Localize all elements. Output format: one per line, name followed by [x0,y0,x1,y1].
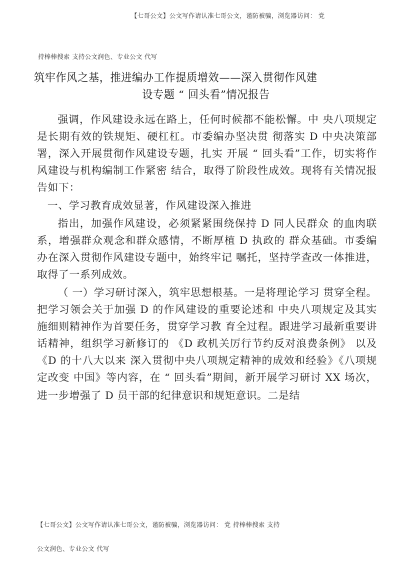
paragraph-intro: 强调，作风建设永远在路上，任何时候都不能松懈。中 央八项规定是长期有效的铁规矩、硬杠杠。市委编办坚决贯 彻落实 D 中央决策部署，深入开展贯彻作风建设专题，扎实 开展 “ 回头看”工作，切实将作风建设与机构编制工作紧密 结合，取得了阶段性成效。现将有关情况报告如下： [37,114,377,195]
section-heading-1: 一、学习教育成效显著，作风建设深入推进 [47,200,252,213]
paragraph-section1: 指出，加强作风建设，必须紧紧围绕保持 D 同人民群众 的血肉联系，增强群众观念和群众感情，不断厚植 D 执政的 群众基础。市委编办在深入贯彻作风建设专题中，始终牢记 嘱托，坚持学查改一体推进，取得了一系列成效。 [37,217,377,281]
document-title-line2: 设专题 “ 回头看”情况报告 [142,89,270,101]
page-footer-line1: 【七哥公文】公文写作请认准七哥公文，谨防被骗，浏览器访问： 党 持棒棒搜索 支持 [37,522,280,529]
document-title [34,70,378,104]
paragraph-subsection1: （ 一）学习研讨深入，筑牢思想根基。一是将理论学习 贯穿全程。把学习领会关于加强 D 的作风建设的重要论述和 中央八项规定及其实施细则精神作为首要任务，贯穿学习教 育全过程。跟进学习最新重要讲话精神，组织学习新修订的 《D 政机关厉行节约反对浪费条例》 以及《D 的十八大以来 深入贯彻中央八项规定精神的成效和经验》《八项规定改变 中国》等内容，在 “ 回头看”期间，新开展学习研讨 XX 场次，进一步增强了 D 员干部的纪律意识和规矩意识。二是结 [37,286,377,402]
page-header-line1: 【七哥公文】公文写作请认准七哥公文，谨防被骗，浏览器访问： 党 [131,13,325,20]
document-body [37,112,377,405]
document-title-line1: 筑牢作风之基，推进编办工作提质增效——深入贯彻作风建 [34,72,318,84]
page-header-line2: 持棒棒搜索 支持公文润色、专业公文 代写 [38,54,158,61]
page-footer-line2: 公文润色、专业公文 代写 [37,546,110,553]
